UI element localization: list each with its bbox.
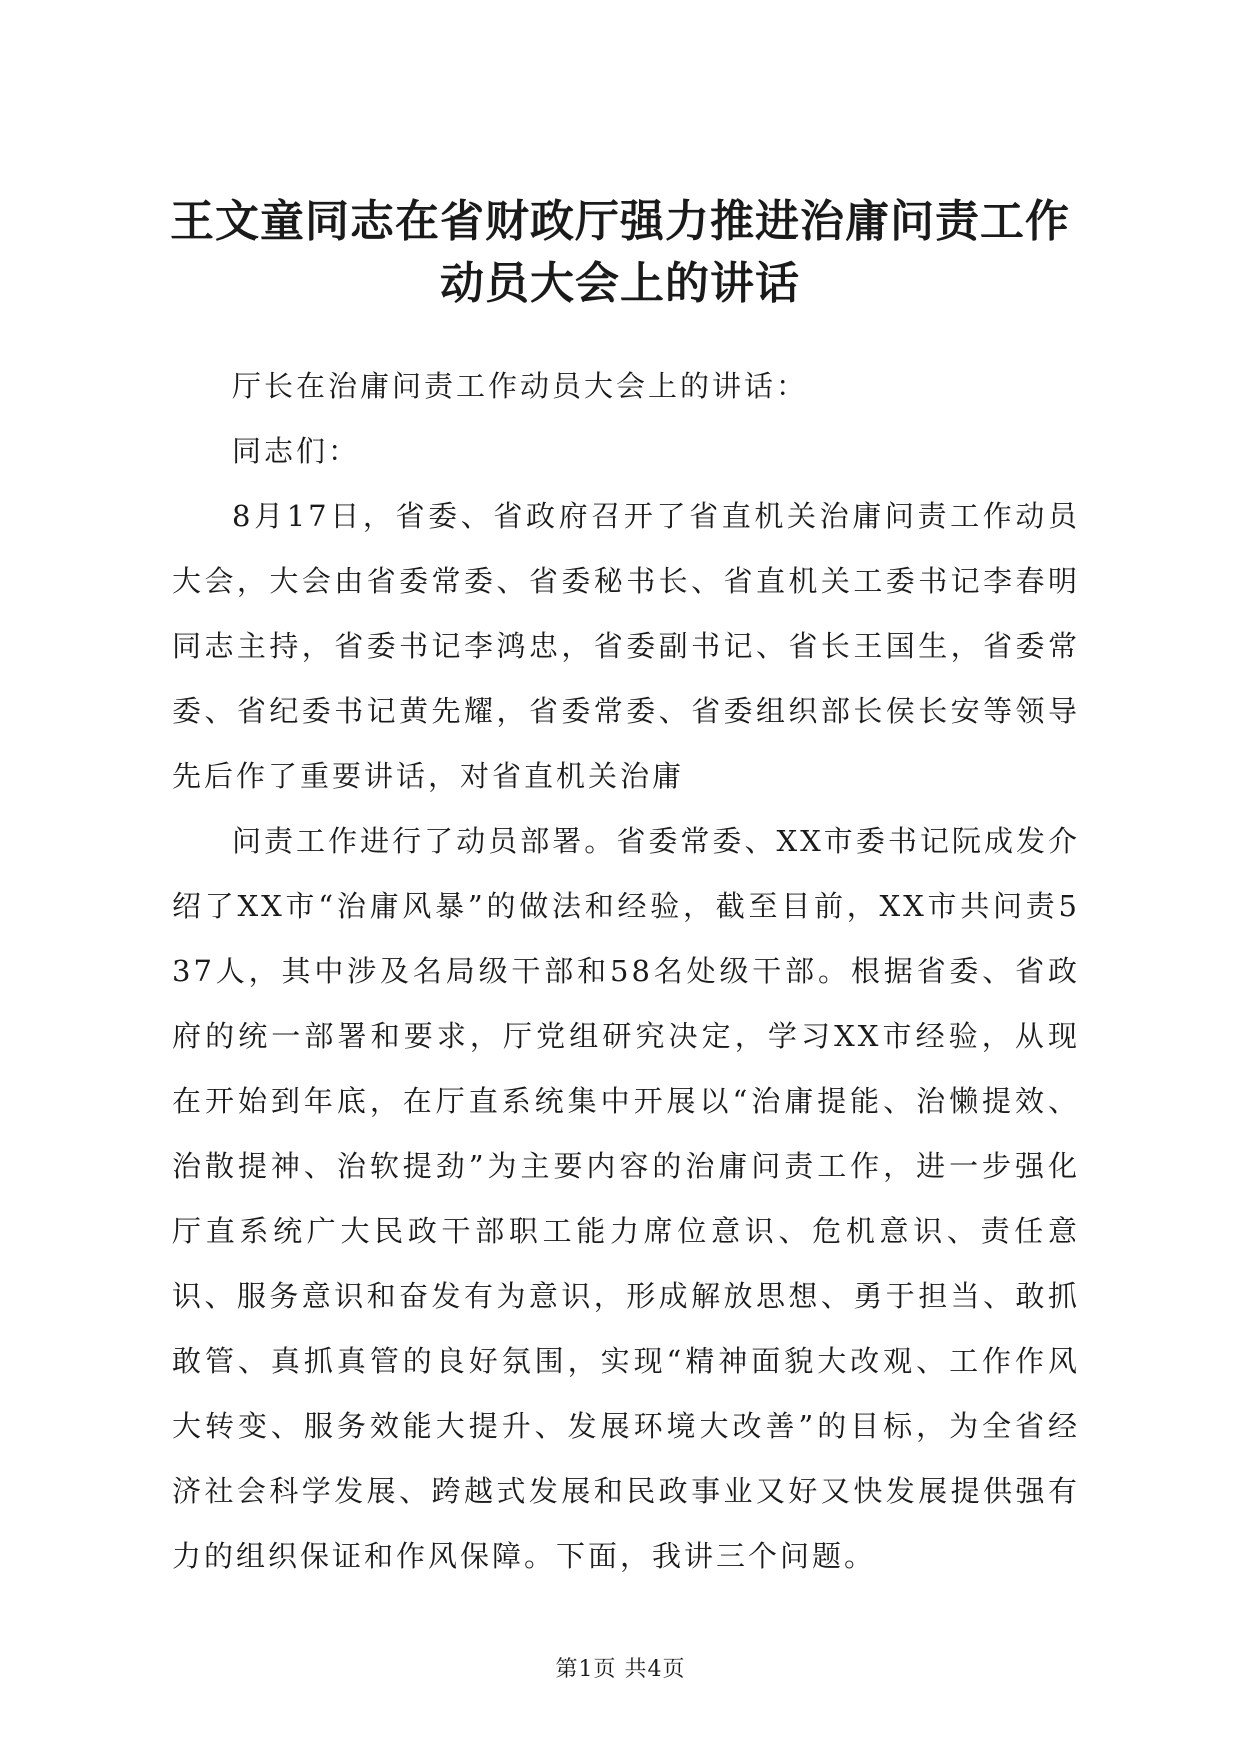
body-paragraph: 问责工作进行了动员部署。省委常委、XX市委书记阮成发介绍了XX市“治庸风暴”的做法和经验，截至目前，XX市共问责537人，其中涉及名局级干部和58名处级干部。根据省委、省政府的统一部署和要求，厅党组研究决定，学习XX市经验，从现在开始到年底，在厅直系统集中开展以“治庸提能、治懒提效、治散提神、治软提劲”为主要内容的治庸问责工作，进一步强化厅直系统广大民政干部职工能力席位意识、危机意识、责任意识、服务意识和奋发有为意识，形成解放思想、勇于担当、敢抓敢管、真抓真管的良好氛围，实现“精神面貌大改观、工作作风大转变、服务效能大提升、发展环境大改善”的目标，为全省经济社会科学发展、跨越式发展和民政事业又好又快发展提供强有力的组织保证和作风保障。下面，我讲三个问题。 <box>172 824 1080 1573</box>
document-title-line-1: 王文童同志在省财政厅强力推进治庸问责工作 <box>170 196 1070 247</box>
salutation-paragraph: 同志们： <box>232 434 361 468</box>
body-paragraph: 8月17日，省委、省政府召开了省直机关治庸问责工作动员大会，大会由省委常委、省委秘书长、省直机关工委书记李春明同志主持，省委书记李鸿忠，省委副书记、省长王国生，省委常委、省纪委书记黄先耀，省委常委、省委组织部长侯长安等领导先后作了重要讲话，对省直机关治庸 <box>172 499 1080 793</box>
document-body <box>172 354 1080 1589</box>
speech-heading-paragraph: 厅长在治庸问责工作动员大会上的讲话： <box>232 369 809 403</box>
document-title-line-2: 动员大会上的讲话 <box>440 258 800 309</box>
page-footer: 第1页 共4页 <box>555 1657 686 1682</box>
